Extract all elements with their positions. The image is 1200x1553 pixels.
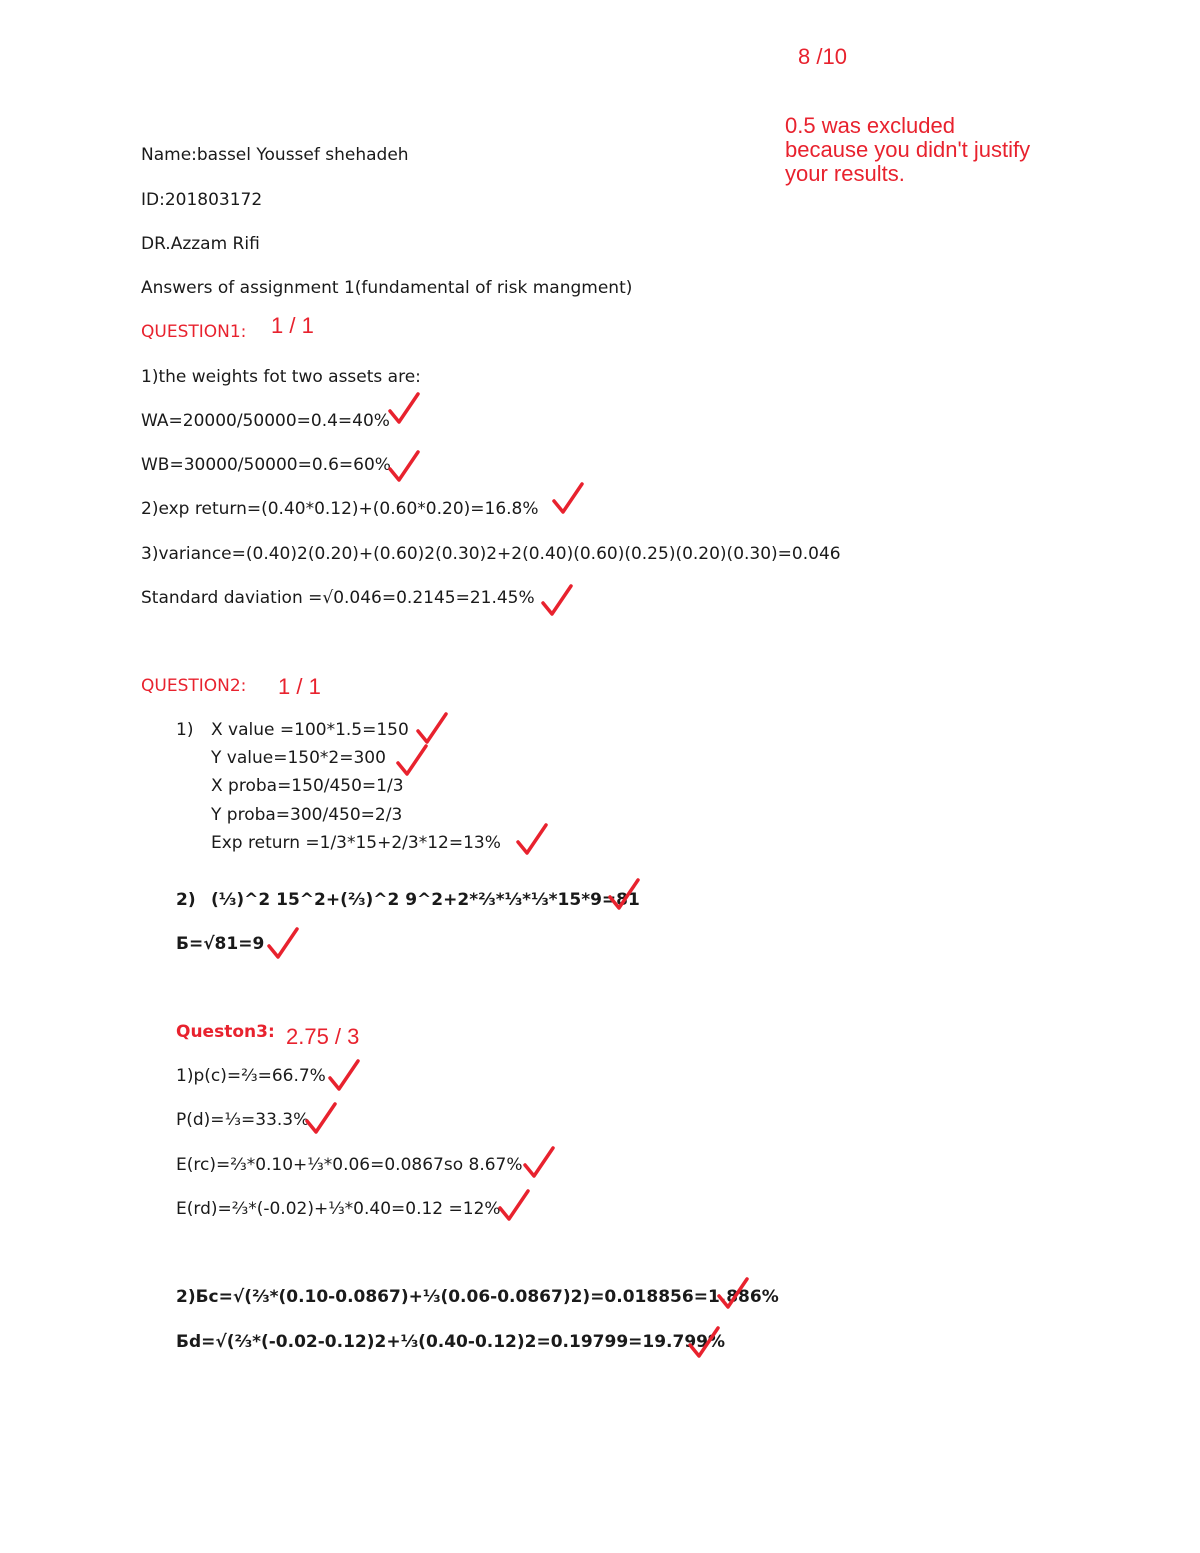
q1-line: Standard daviation =√0.046=0.2145=21.45% bbox=[141, 588, 535, 608]
assignment-title: Answers of assignment 1(fundamental of risk mangment) bbox=[141, 278, 633, 298]
total-score: 8 /10 bbox=[798, 44, 847, 69]
q2-line: X proba=150/450=1/3 bbox=[211, 776, 404, 796]
q1-line: 2)exp return=(0.40*0.12)+(0.60*0.20)=16.8% bbox=[141, 499, 539, 519]
check-mark-icon bbox=[515, 822, 549, 858]
check-mark-icon bbox=[497, 1188, 531, 1224]
q2-line: Y proba=300/450=2/3 bbox=[211, 805, 403, 825]
q2-line: (⅓)^2 15^2+(⅔)^2 9^2+2*⅔*⅓*⅓*15*9=81 bbox=[211, 890, 640, 910]
check-mark-icon bbox=[395, 743, 429, 779]
q3-line: P(d)=⅓=33.3% bbox=[176, 1110, 310, 1130]
check-mark-icon bbox=[327, 1058, 361, 1094]
check-mark-icon bbox=[551, 481, 585, 517]
q3-heading: Queston3: bbox=[176, 1022, 275, 1042]
q1-line: 3)variance=(0.40)2(0.20)+(0.60)2(0.30)2+2(0.40)(0.60)(0.25)(0.20)(0.30)=0.046 bbox=[141, 544, 841, 564]
q3-line: E(rc)=⅔*0.10+⅓*0.06=0.0867so 8.67% bbox=[176, 1155, 523, 1175]
check-mark-icon bbox=[387, 449, 421, 485]
q1-line: WB=30000/50000=0.6=60% bbox=[141, 455, 391, 475]
check-mark-icon bbox=[387, 391, 421, 427]
q3-line: 1)p(c)=⅔=66.7% bbox=[176, 1066, 326, 1086]
grader-comment bbox=[785, 114, 1030, 186]
q2-heading: QUESTION2: bbox=[141, 676, 247, 696]
q3-score: 2.75 / 3 bbox=[286, 1024, 360, 1049]
q3-line: 2)Бc=√(⅔*(0.10-0.0867)+⅓(0.06-0.0867)2)=0.018856=1.886% bbox=[176, 1287, 779, 1307]
comment-line: because you didn't justify bbox=[785, 137, 1031, 162]
q3-line: E(rd)=⅔*(-0.02)+⅓*0.40=0.12 =12% bbox=[176, 1199, 501, 1219]
check-mark-icon bbox=[266, 926, 300, 962]
check-mark-icon bbox=[415, 711, 449, 747]
student-id: ID:201803172 bbox=[141, 190, 263, 210]
check-mark-icon bbox=[522, 1145, 556, 1181]
comment-line: 0.5 was excluded bbox=[785, 113, 955, 138]
q2-part2-number: 2) bbox=[176, 890, 196, 910]
q1-heading: QUESTION1: bbox=[141, 322, 247, 342]
q2-score: 1 / 1 bbox=[278, 674, 321, 699]
comment-line: your results. bbox=[785, 161, 905, 186]
check-mark-icon bbox=[687, 1325, 721, 1361]
student-name: Name:bassel Youssef shehadeh bbox=[141, 145, 409, 165]
check-mark-icon bbox=[607, 877, 641, 913]
q2-sigma: Б=√81=9 bbox=[176, 934, 265, 954]
q2-line: Exp return =1/3*15+2/3*12=13% bbox=[211, 833, 501, 853]
q2-line: X value =100*1.5=150 bbox=[211, 720, 409, 740]
q1-score: 1 / 1 bbox=[271, 313, 314, 338]
check-mark-icon bbox=[540, 583, 574, 619]
instructor: DR.Azzam Rifi bbox=[141, 234, 260, 254]
q1-line: WA=20000/50000=0.4=40% bbox=[141, 411, 390, 431]
q2-line: Y value=150*2=300 bbox=[211, 748, 386, 768]
check-mark-icon bbox=[304, 1101, 338, 1137]
q3-line: Бd=√(⅔*(-0.02-0.12)2+⅓(0.40-0.12)2=0.19799=19.799% bbox=[176, 1332, 726, 1352]
q1-line: 1)the weights fot two assets are: bbox=[141, 367, 421, 387]
q2-part1-number: 1) bbox=[176, 720, 194, 740]
check-mark-icon bbox=[716, 1276, 750, 1312]
